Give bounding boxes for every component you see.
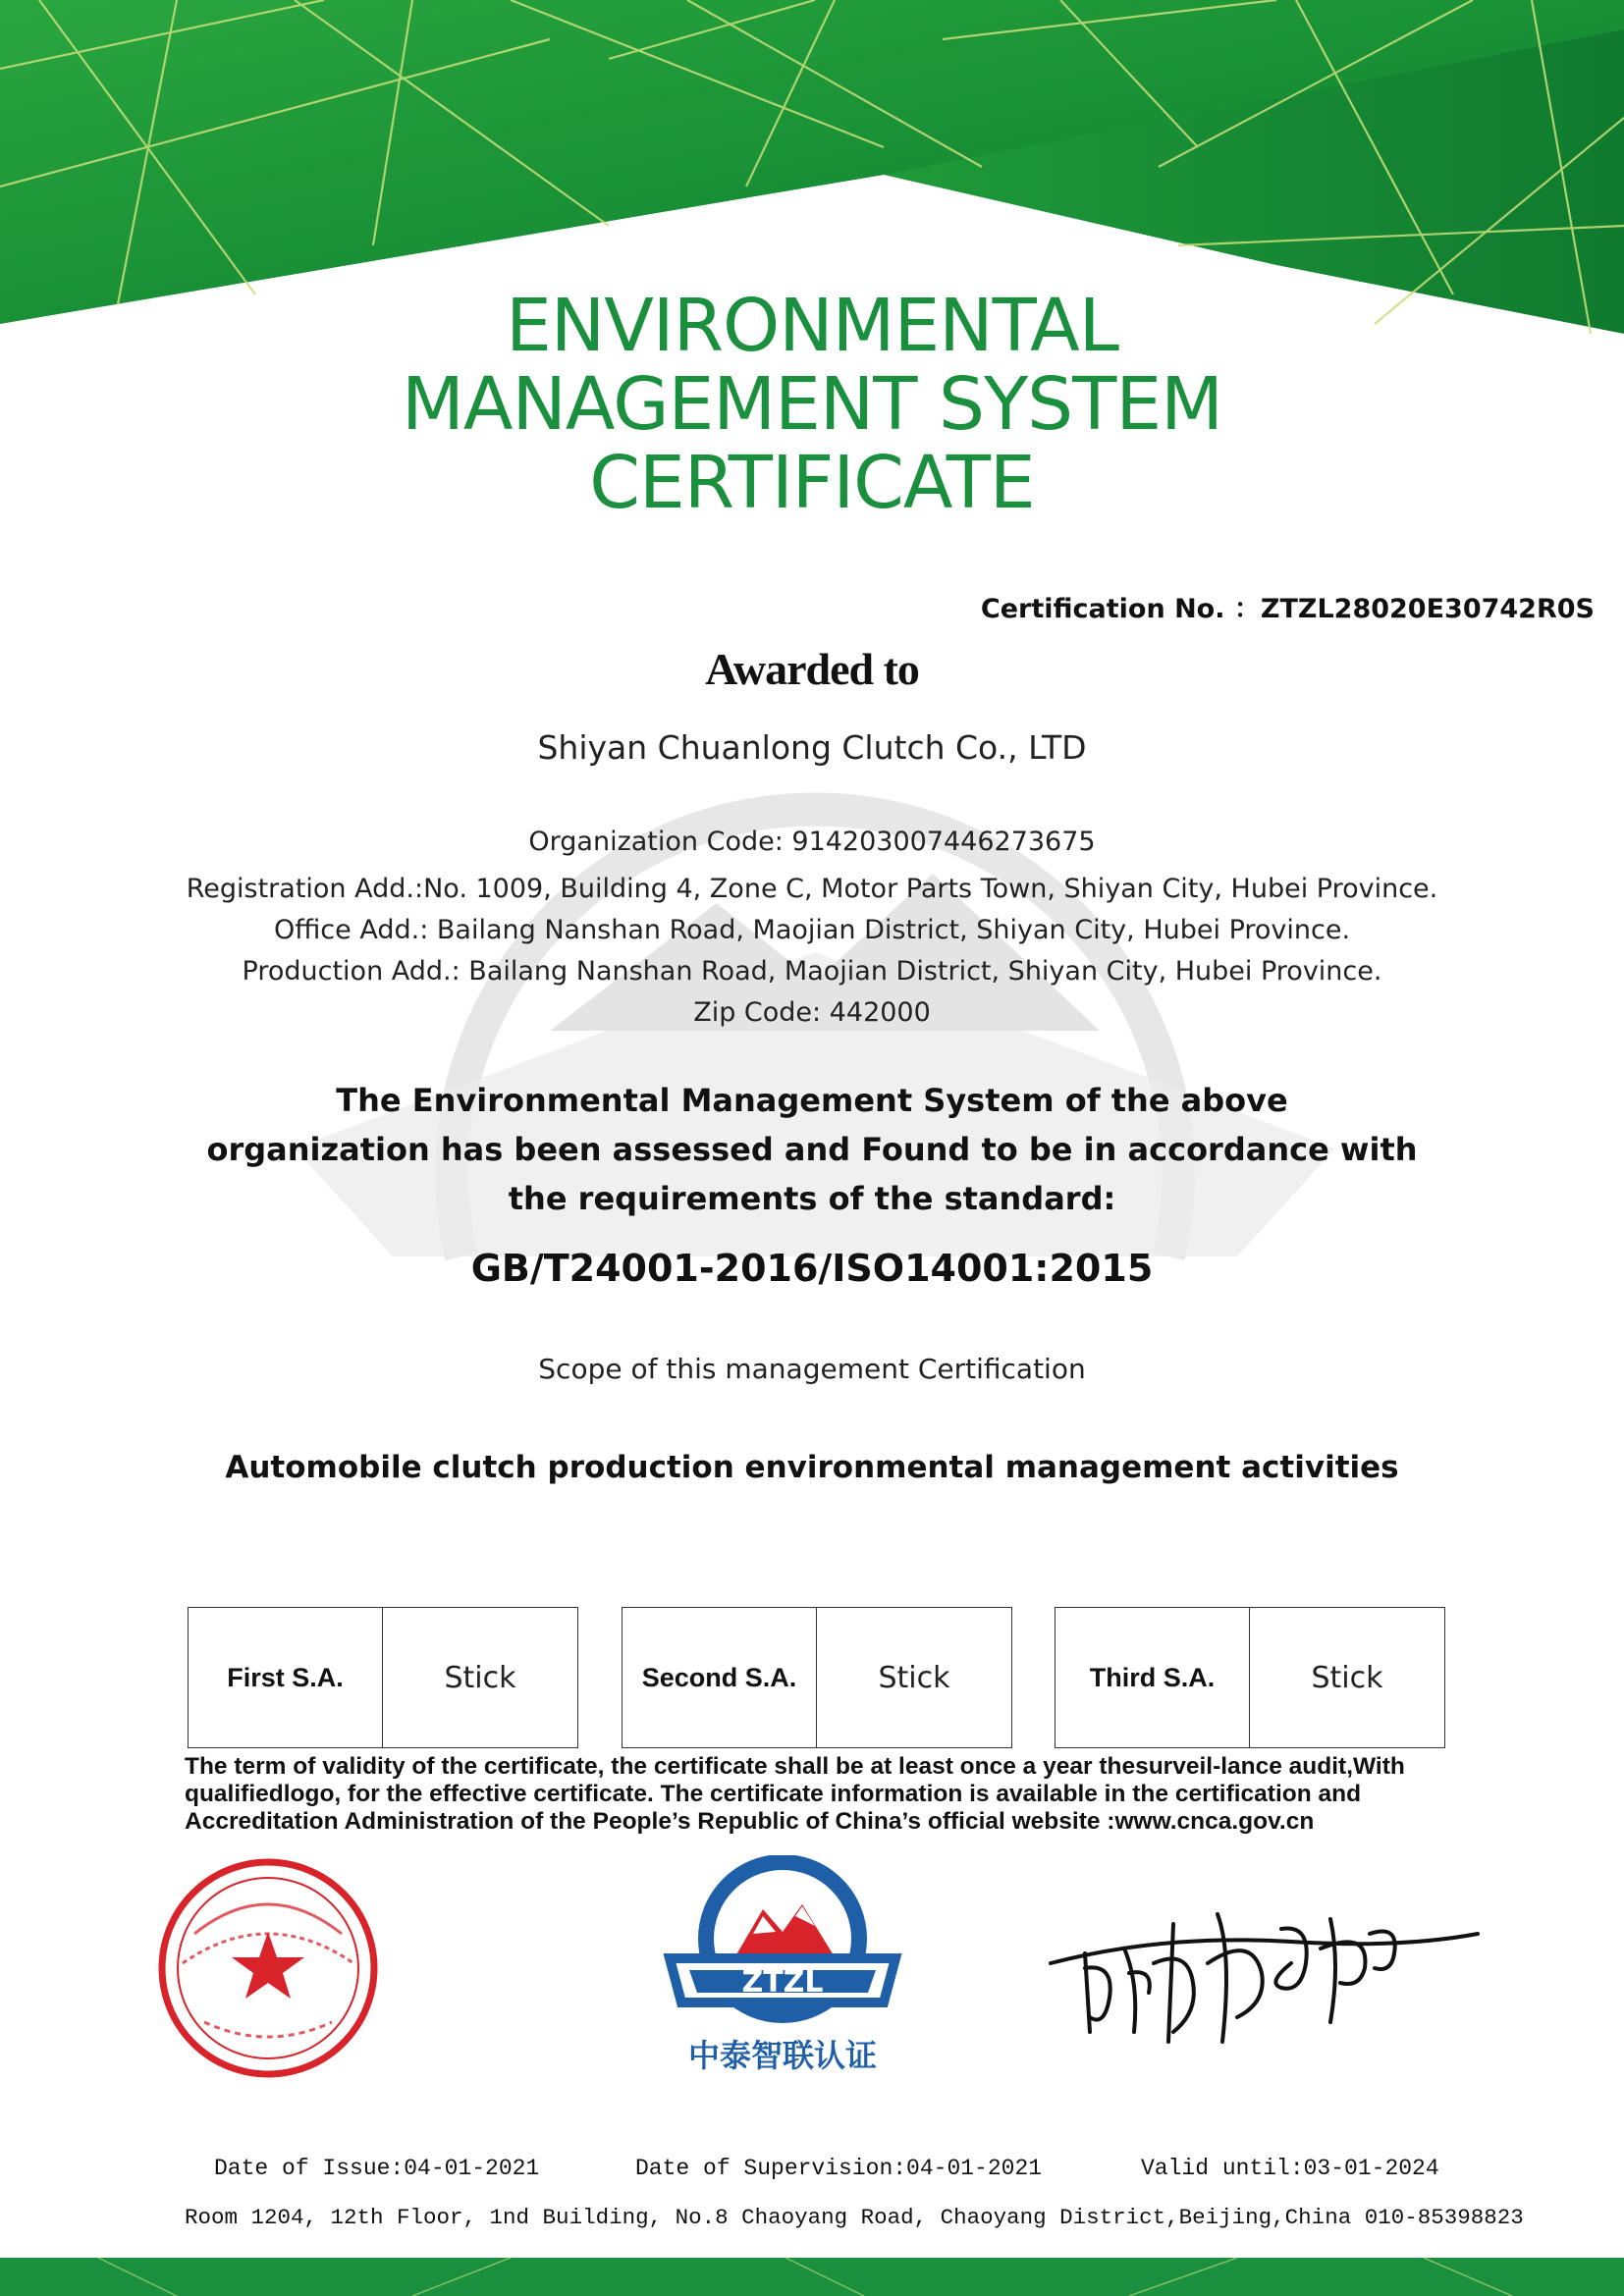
title-line-3: CERTIFICATE bbox=[589, 441, 1035, 525]
second-sa-label: Second S.A. bbox=[641, 1662, 797, 1692]
validity-note bbox=[185, 1753, 1481, 1836]
statement-line-2: organization has been assessed and Found to be in accordance with bbox=[206, 1131, 1418, 1168]
third-sa-label: Third S.A. bbox=[1089, 1662, 1216, 1692]
footer-address: Room 1204, 12th Floor, 1nd Building, No.8 Chaoyang Road, Chaoyang District,Beijing,China 010-85398823 bbox=[185, 2205, 1524, 2230]
third-sa-stick: Stick bbox=[1311, 1660, 1383, 1695]
standard: GB/T24001-2016/ISO14001:2015 bbox=[470, 1247, 1154, 1290]
zip-code: Zip Code: 442000 bbox=[693, 997, 931, 1028]
awarded-to-label: Awarded to bbox=[705, 644, 919, 694]
second-sa-stick: Stick bbox=[878, 1660, 950, 1695]
bottom-green-strip bbox=[0, 2258, 1624, 2296]
organization-code: Organization Code: 914203007446273675 bbox=[528, 827, 1096, 857]
valid-until: Valid until:03-01-2024 bbox=[1141, 2156, 1439, 2181]
registration-address: Registration Add.:No. 1009, Building 4, Zone C, Motor Parts Town, Shiyan City, Hubei Province. bbox=[186, 874, 1438, 904]
scope-label: Scope of this management Certification bbox=[538, 1353, 1086, 1385]
date-of-supervision: Date of Supervision:04-01-2021 bbox=[635, 2156, 1043, 2181]
title-line-1: ENVIRONMENTAL bbox=[506, 284, 1118, 368]
date-of-issue: Date of Issue:04-01-2021 bbox=[214, 2156, 540, 2181]
first-sa-box bbox=[188, 1607, 578, 1748]
certification-number: Certification No. ：ZTZL28020E30742R0S bbox=[980, 594, 1595, 624]
certification-seal bbox=[155, 1855, 381, 2081]
ztzl-watermark bbox=[255, 707, 1375, 1453]
title-line-2: MANAGEMENT SYSTEM bbox=[402, 362, 1222, 447]
ztzl-logo bbox=[660, 1855, 905, 2091]
certificate-title bbox=[0, 284, 1624, 525]
production-address: Production Add.: Bailang Nanshan Road, Maojian District, Shiyan City, Hubei Province. bbox=[242, 956, 1382, 987]
logo-text: ZTZL bbox=[741, 1965, 824, 2000]
statement-line-1: The Environmental Management System of the above bbox=[336, 1082, 1288, 1119]
validity-line-1: The term of validity of the certificate, the certificate shall be at least once a year thesurveil-lance audit,With bbox=[185, 1753, 1405, 1780]
validity-line-3: Accreditation Administration of the People’s Republic of China’s official website :www.cnca.gov.cn bbox=[185, 1808, 1315, 1835]
handwritten-signature bbox=[1046, 1895, 1488, 2061]
statement-line-3: the requirements of the standard: bbox=[508, 1180, 1116, 1217]
company-name: Shiyan Chuanlong Clutch Co., LTD bbox=[537, 728, 1087, 767]
second-sa-box bbox=[622, 1607, 1012, 1748]
logo-subtitle: 中泰智联认证 bbox=[687, 2037, 878, 2074]
office-address: Office Add.: Bailang Nanshan Road, Maojian District, Shiyan City, Hubei Province. bbox=[273, 915, 1351, 945]
validity-line-2: qualifiedlogo, for the effective certificate. The certificate information is available in the certification and bbox=[185, 1781, 1362, 1807]
scope: Automobile clutch production environmental management activities bbox=[225, 1450, 1399, 1485]
first-sa-stick: Stick bbox=[444, 1660, 516, 1695]
third-sa-box bbox=[1055, 1607, 1445, 1748]
first-sa-label: First S.A. bbox=[227, 1662, 344, 1692]
